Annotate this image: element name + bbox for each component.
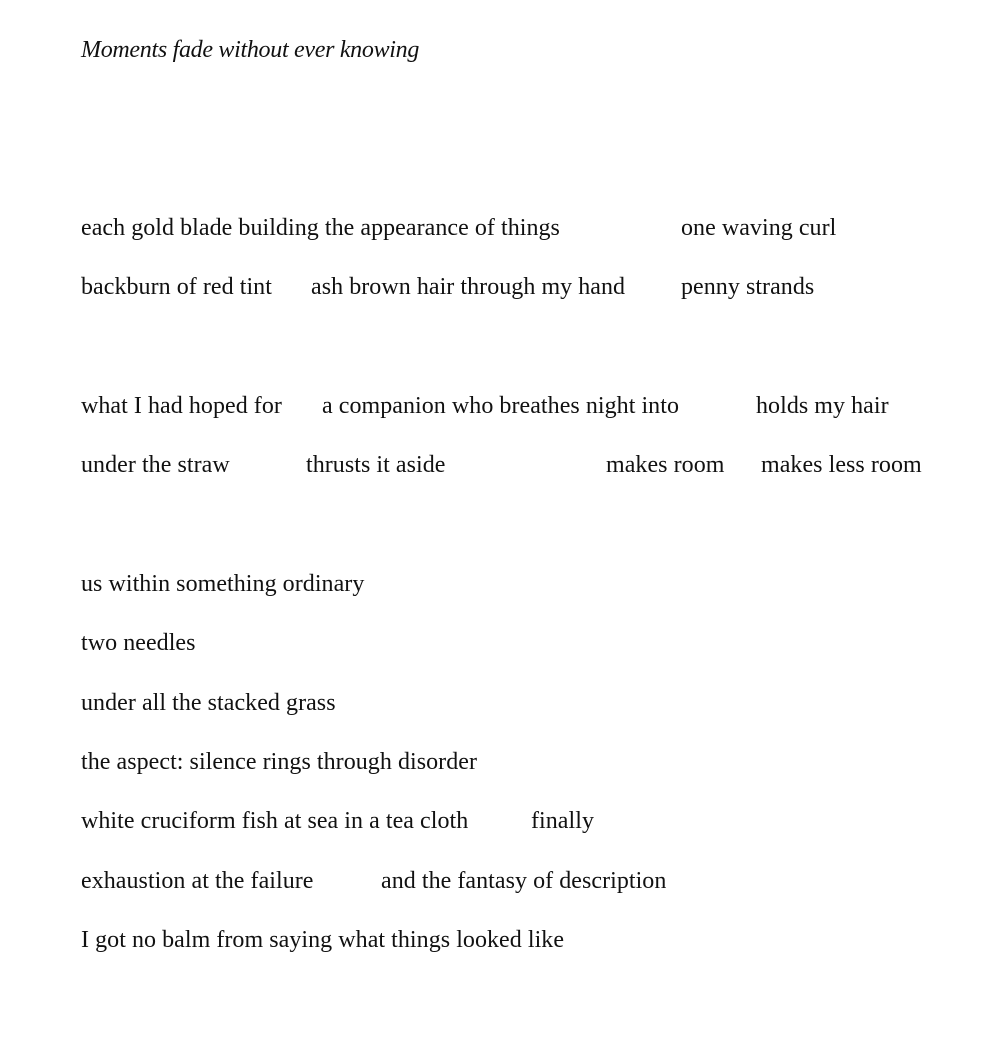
line-fragment: two needles: [81, 630, 196, 656]
line-fragment: exhaustion at the failure: [81, 868, 314, 894]
line-fragment: and the fantasy of description: [381, 868, 667, 894]
line-fragment: makes less room: [761, 452, 922, 478]
line-fragment: I got no balm from saying what things looked like: [81, 927, 565, 953]
line-fragment: under all the stacked grass: [81, 690, 336, 716]
line-fragment: the aspect: silence rings through disorder: [81, 749, 477, 775]
line-fragment: one waving curl: [681, 215, 837, 241]
poem-title: Moments fade without ever knowing: [81, 37, 420, 63]
line-fragment: a companion who breathes night into: [322, 393, 680, 419]
line-fragment: us within something ordinary: [81, 571, 365, 597]
line-fragment: thrusts it aside: [306, 452, 446, 478]
line-fragment: white cruciform fish at sea in a tea cloth: [81, 808, 469, 834]
line-fragment: holds my hair: [756, 393, 889, 419]
line-fragment: under the straw: [81, 452, 230, 478]
line-fragment: what I had hoped for: [81, 393, 282, 419]
line-fragment: penny strands: [681, 274, 815, 300]
line-fragment: finally: [531, 808, 594, 834]
line-fragment: each gold blade building the appearance of things: [81, 215, 560, 241]
line-fragment: backburn of red tint: [81, 274, 272, 300]
line-fragment: makes room: [606, 452, 725, 478]
line-fragment: ash brown hair through my hand: [311, 274, 626, 300]
